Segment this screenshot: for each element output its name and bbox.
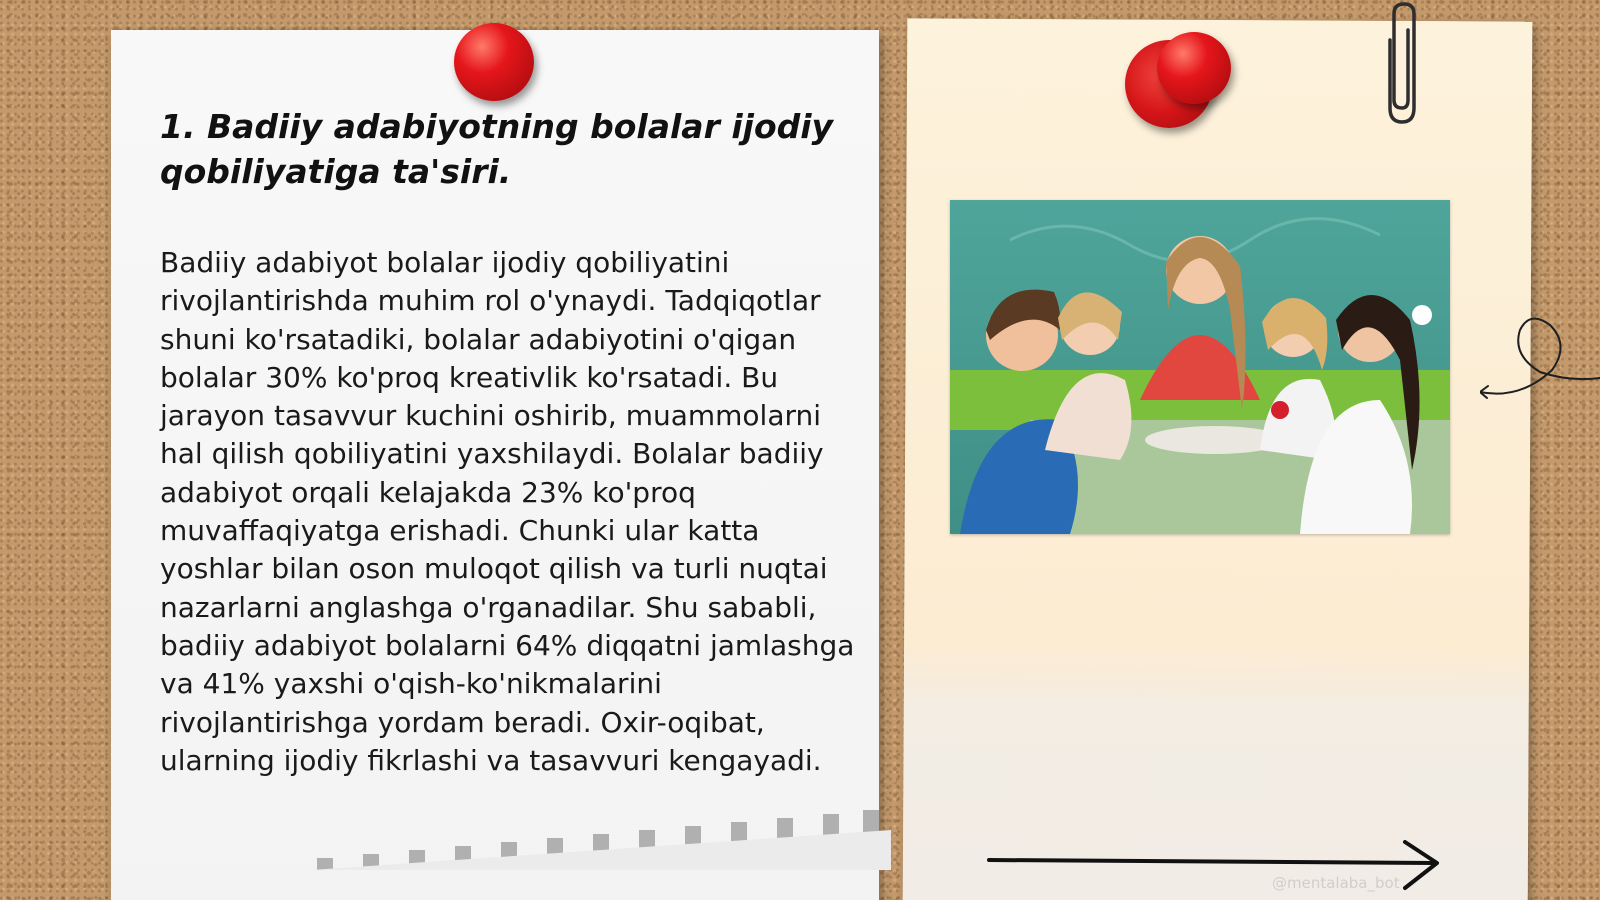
loop-doodle-icon bbox=[1480, 310, 1600, 410]
red-pushpin-icon bbox=[454, 23, 534, 101]
slide-body-text: Badiiy adabiyot bolalar ijodiy qobiliyatini rivojlantirishda muhim rol o'ynaydi. Tadqiqotlar shuni ko'rsatadiki, bolalar adabiyotini o'qigan bolalar 30% ko'proq kreativlik ko'rsatadi. Bu jarayon tasavvur kuchini oshirib, muammolarni hal qilish qobiliyatini yaxshilaydi. Bolalar badiiy adabiyot orqali kelajakda 23% ko'proq muvaffaqiyatga erishadi. Chunki ular katta yoshlar bilan oson muloqot qilish va turli nuqtai nazarlarni anglashga o'rganadilar. Shu sababli, badiiy adabiyot bolalarni 64% diqqatni jamlashga va 41% yaxshi o'qish-ko'nikmalarini rivojlantirishga yordam beradi. Oxir-oqibat, ularning ijodiy fikrlashi va tasavvuri kengayadi. bbox=[160, 246, 855, 777]
torn-paper-edge bbox=[311, 800, 891, 870]
red-pushpin-icon bbox=[1157, 32, 1231, 104]
watermark: @mentalaba_bot bbox=[1272, 874, 1400, 892]
classroom-photo bbox=[950, 200, 1450, 534]
slide-title: 1. Badiiy adabiyotning bolalar ijodiy qobiliyatiga ta'siri. bbox=[160, 107, 834, 191]
paperclip-icon bbox=[1376, 0, 1420, 126]
